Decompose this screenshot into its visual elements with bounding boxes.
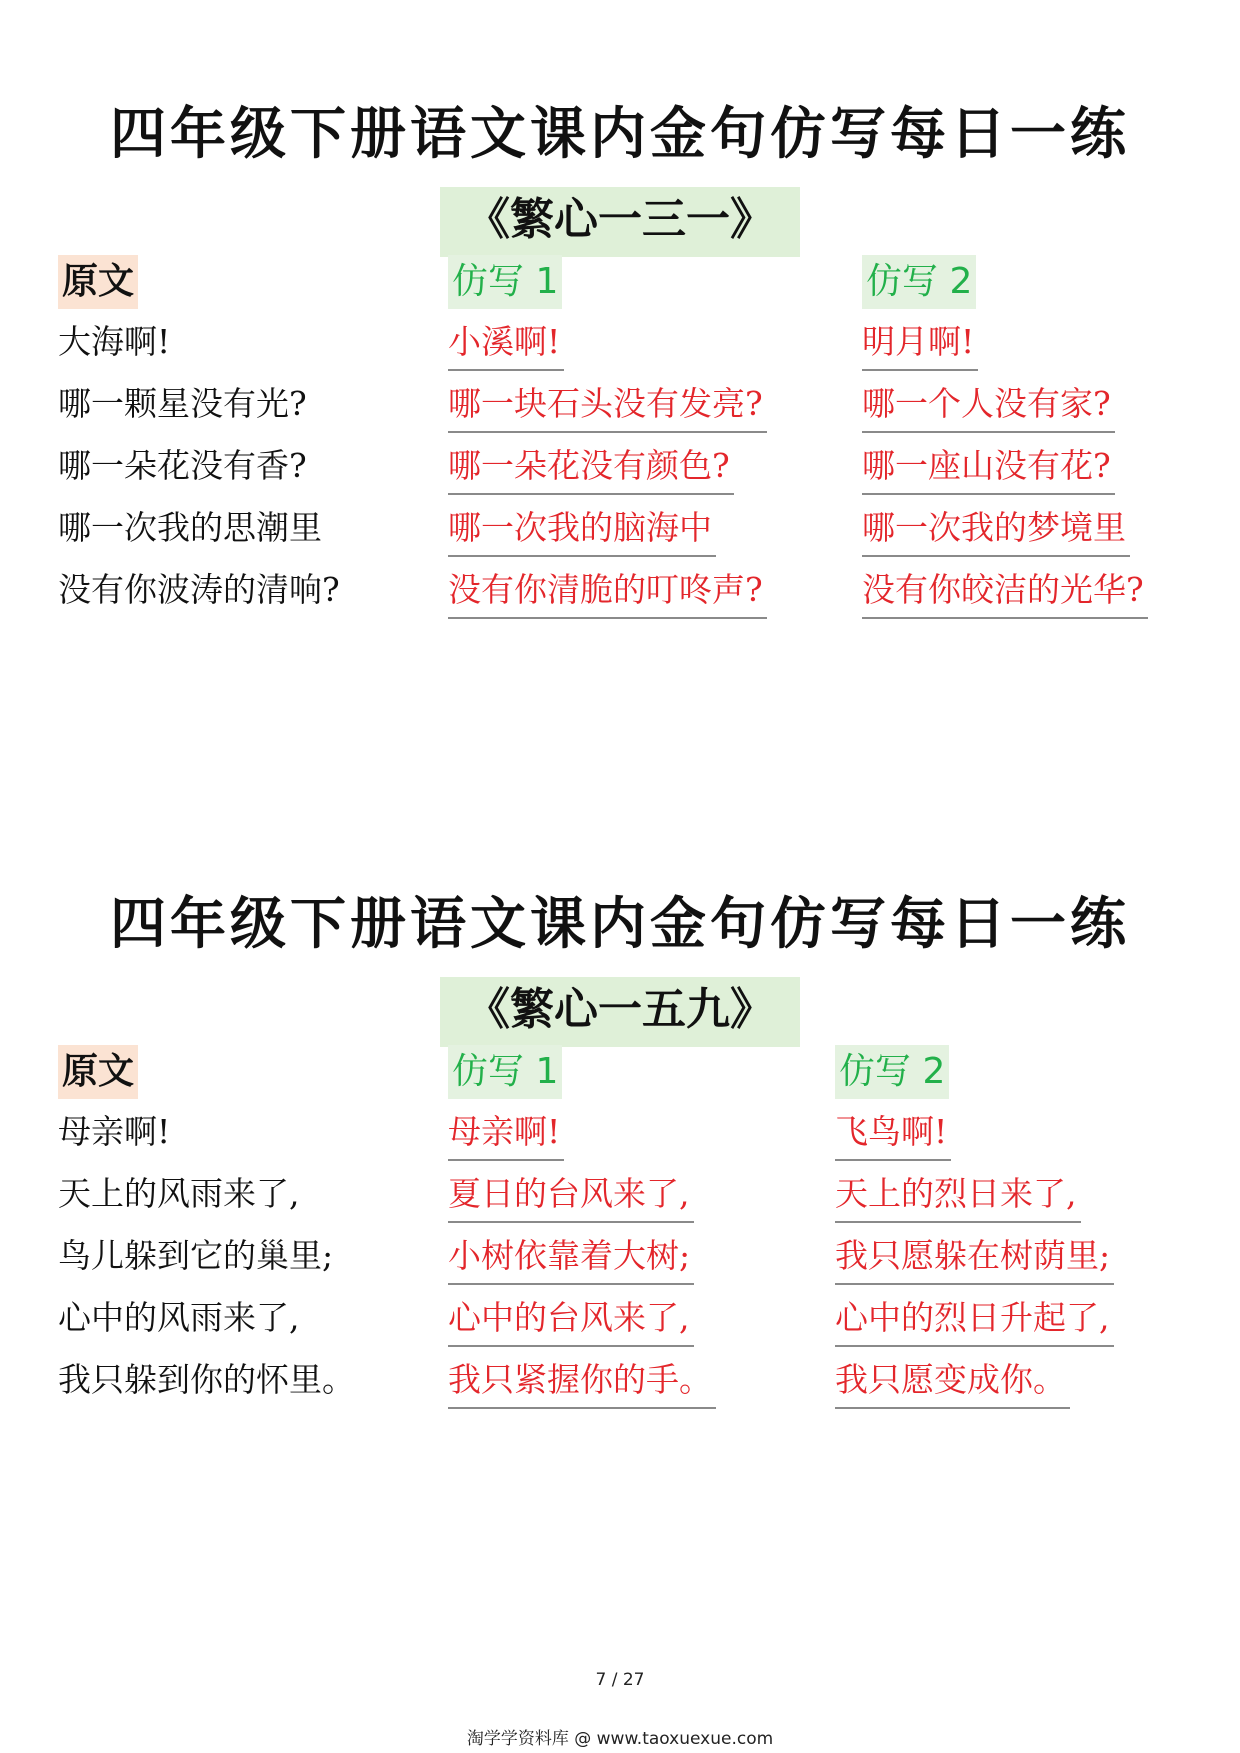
original-line: 鸟儿躲到它的巢里; xyxy=(58,1236,334,1275)
original-line: 大海啊! xyxy=(58,322,171,361)
page-number: 7 / 27 xyxy=(595,1670,645,1690)
imitation-line: 没有你皎洁的光华? xyxy=(862,563,1148,625)
imitation-line: 母亲啊! xyxy=(448,1105,716,1167)
imitation-line: 哪一个人没有家? xyxy=(862,377,1148,439)
poem-subtitle: 《繁心一五九》 xyxy=(440,977,800,1047)
imitation-1-column xyxy=(448,255,767,625)
original-line: 哪一颗星没有光? xyxy=(58,384,307,423)
imitation-line: 心中的台风来了, xyxy=(448,1291,716,1353)
imitation-line: 飞鸟啊! xyxy=(835,1105,1114,1167)
original-header: 原文 xyxy=(58,1045,138,1099)
original-line: 母亲啊! xyxy=(58,1112,171,1151)
original-line: 天上的风雨来了, xyxy=(58,1174,300,1213)
imitation-line: 我只紧握你的手。 xyxy=(448,1353,716,1415)
original-header: 原文 xyxy=(58,255,138,309)
imitation-line: 没有你清脆的叮咚声? xyxy=(448,563,767,625)
imitation-line: 心中的烈日升起了, xyxy=(835,1291,1114,1353)
imitation-line: 哪一块石头没有发亮? xyxy=(448,377,767,439)
original-column xyxy=(58,255,344,625)
section-title: 四年级下册语文课内金句仿写每日一练 xyxy=(110,892,1130,957)
imitation-2-header: 仿写 2 xyxy=(862,255,976,309)
imitation-line: 哪一朵花没有颜色? xyxy=(448,439,767,501)
imitation-line: 哪一座山没有花? xyxy=(862,439,1148,501)
original-line: 没有你波涛的清响? xyxy=(58,570,340,609)
imitation-line: 哪一次我的脑海中 xyxy=(448,501,767,563)
imitation-1-header: 仿写 1 xyxy=(448,1045,562,1099)
original-line: 哪一朵花没有香? xyxy=(58,446,307,485)
imitation-line: 我只愿躲在树荫里; xyxy=(835,1229,1114,1291)
original-line: 心中的风雨来了, xyxy=(58,1298,300,1337)
imitation-line: 夏日的台风来了, xyxy=(448,1167,716,1229)
original-line: 哪一次我的思潮里 xyxy=(58,508,322,547)
imitation-1-column xyxy=(448,1045,716,1415)
poem-subtitle: 《繁心一三一》 xyxy=(440,187,800,257)
imitation-2-column xyxy=(862,255,1148,625)
imitation-1-header: 仿写 1 xyxy=(448,255,562,309)
imitation-line: 小溪啊! xyxy=(448,315,767,377)
footer-brand: 淘学学资料库 @ www.taoxuexue.com xyxy=(466,1729,774,1749)
original-line: 我只躲到你的怀里。 xyxy=(58,1360,355,1399)
imitation-line: 我只愿变成你。 xyxy=(835,1353,1114,1415)
original-column xyxy=(58,1045,359,1415)
imitation-line: 哪一次我的梦境里 xyxy=(862,501,1148,563)
imitation-line: 明月啊! xyxy=(862,315,1148,377)
imitation-2-header: 仿写 2 xyxy=(835,1045,949,1099)
imitation-line: 小树依靠着大树; xyxy=(448,1229,716,1291)
imitation-line: 天上的烈日来了, xyxy=(835,1167,1114,1229)
section-title: 四年级下册语文课内金句仿写每日一练 xyxy=(110,102,1130,167)
imitation-2-column xyxy=(835,1045,1114,1415)
